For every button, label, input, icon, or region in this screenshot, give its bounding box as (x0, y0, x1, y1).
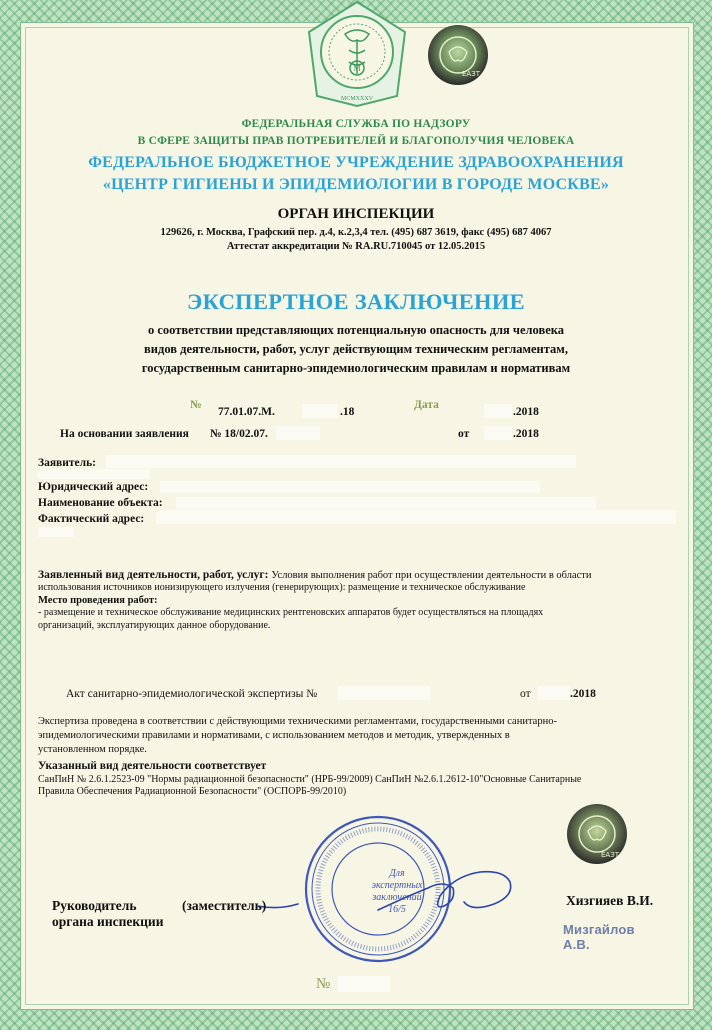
svg-text:ЕАЗТ: ЕАЗТ (462, 70, 480, 78)
signatory-deputy: (заместитель) (182, 898, 267, 913)
act-label: Акт санитарно-эпидемиологической экспертизы № (66, 688, 318, 700)
applicant-label: Заявитель: (38, 457, 96, 469)
date-value: .2018 (513, 406, 539, 418)
redaction-date (484, 404, 512, 418)
redaction-basis-date (484, 426, 512, 440)
signatory-role-1: Руководитель (52, 898, 137, 913)
conclusion-number-suffix: .18 (340, 406, 355, 418)
act-date: .2018 (570, 688, 596, 700)
redaction-actual-address (156, 510, 676, 524)
conclusion-number-label: № (190, 399, 202, 411)
place-text-1: - размещение и техническое обслуживание медицинских рентгеновских аппаратов будет осуществляться на площадях (38, 607, 544, 618)
legal-address-label: Юридический адрес: (38, 481, 149, 493)
svg-text:MCMXXXV: MCMXXXV (340, 96, 374, 102)
hologram-seal-icon (427, 24, 489, 86)
redaction-applicant (106, 455, 576, 468)
norms-line-1: СанПиН № 2.6.1.2523-09 "Нормы радиационной безопасности" (НРБ-99/2009) СанПиН №2.6.1.2612-10"Основные Санитарные (38, 774, 582, 785)
svg-text:M: M (353, 64, 361, 73)
svg-text:Для: Для (389, 868, 405, 879)
basis-from-label: от (458, 428, 470, 440)
object-name-label: Наименование объекта: (38, 497, 163, 509)
conclusion-label: Указанный вид деятельности соответствует (38, 760, 267, 772)
organization-line-1: ФЕДЕРАЛЬНОЕ БЮДЖЕТНОЕ УЧРЕЖДЕНИЕ ЗДРАВООХРАНЕНИЯ (88, 154, 624, 171)
svg-text:ЕАЗТ: ЕАЗТ (601, 851, 619, 859)
organization-line-2: «ЦЕНТР ГИГИЕНЫ И ЭПИДЕМИОЛОГИИ В ГОРОДЕ МОСКВЕ» (102, 176, 610, 193)
agency-line-1: ФЕДЕРАЛЬНАЯ СЛУЖБА ПО НАДЗОРУ (241, 118, 471, 130)
activity-text-2: использования источников ионизирующего излучения (генерирующих): размещение и техническое обслуживание (38, 582, 526, 593)
accreditation-line: Аттестат аккредитации № RA.RU.710045 от 12.05.2015 (226, 241, 486, 252)
redaction-form-number (338, 976, 390, 992)
date-label: Дата (414, 399, 439, 411)
basis-number: № 18/02.07. (210, 428, 268, 440)
inspection-body-title: ОРГАН ИНСПЕКЦИИ (277, 206, 435, 222)
norms-line-2: Правила Обеспечения Радиационной Безопасности" (ОСПОРБ-99/2010) (38, 786, 347, 797)
actual-address-label: Фактический адрес: (38, 513, 145, 525)
redaction-act-number (338, 686, 430, 700)
redaction-applicant-2 (38, 469, 150, 479)
redaction-actual-address-2 (38, 527, 74, 537)
expertise-para-1: Экспертиза проведена в соответствии с действующими техническими регламентами, государственными санитарно- (38, 716, 557, 727)
svg-text:экспертных: экспертных (371, 880, 423, 891)
place-label: Место проведения работ: (38, 595, 158, 606)
conclusion-number-prefix: 77.01.07.М. (218, 406, 275, 418)
svg-text:заключений: заключений (372, 892, 422, 903)
activity-line-1 (38, 569, 592, 581)
activity-text-1: Условия выполнения работ при осуществлении деятельности в области (271, 570, 592, 581)
expertise-para-3: установленном порядке. (38, 744, 147, 755)
svg-text:16/5: 16/5 (388, 904, 406, 915)
basis-date: .2018 (513, 428, 539, 440)
document-subtitle-3: государственным санитарно-эпидемиологическим правилам и нормативам (141, 361, 571, 375)
expertise-para-2: эпидемиологическими правилами и нормативами, с использованием методов и методик, утвержденных в (38, 730, 510, 741)
document-subtitle-1: о соответствии представляющих потенциальную опасность для человека (147, 323, 565, 337)
handwritten-signature (258, 866, 528, 926)
name-stamp: Мизгайлов А.В. (563, 922, 635, 952)
redaction-number (302, 404, 338, 418)
activity-label: Заявленный вид деятельности, работ, услуг: (38, 569, 269, 581)
rospotrebnadzor-emblem-icon (305, 0, 409, 108)
inspection-address: 129626, г. Москва, Графский пер. д.4, к.2,3,4 тел. (495) 687 3619, факс (495) 687 4067 (160, 227, 552, 238)
document-title: ЭКСПЕРТНОЕ ЗАКЛЮЧЕНИЕ (187, 289, 525, 314)
act-from-label: от (520, 688, 531, 700)
redaction-object-name (176, 497, 596, 509)
redaction-act-date (538, 686, 570, 700)
basis-label: На основании заявления (60, 428, 189, 440)
place-text-2: организаций, эксплуатирующих данное оборудование. (38, 620, 271, 631)
agency-line-2: В СФЕРЕ ЗАЩИТЫ ПРАВ ПОТРЕБИТЕЛЕЙ И БЛАГОПОЛУЧИЯ ЧЕЛОВЕКА (137, 135, 575, 147)
redaction-basis (276, 426, 320, 440)
redaction-legal-address (160, 481, 540, 493)
document-subtitle-2: видов деятельности, работ, услуг действующим техническим регламентам, (144, 342, 568, 356)
signatory-role-2: органа инспекции (52, 914, 164, 929)
form-number-label: № (316, 976, 331, 992)
hologram-seal-bottom-icon (566, 803, 628, 865)
signatory-name: Хизгияев В.И. (566, 893, 654, 908)
